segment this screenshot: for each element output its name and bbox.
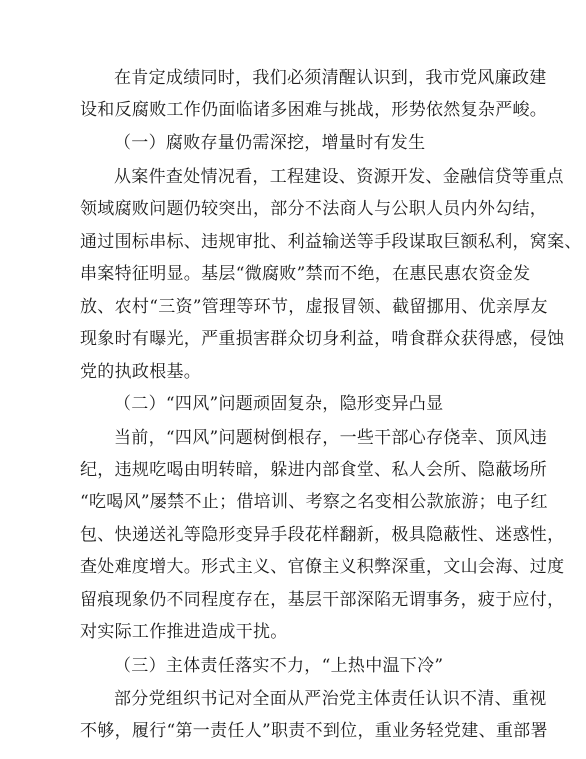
paragraph-2-line-3: 通过围标串标、违规审批、利益输送等手段谋取巨额私利，窝案、 — [80, 232, 582, 252]
paragraph-3-line-7: 对实际工作推进造成干扰。 — [80, 622, 288, 642]
paragraph-3-line-5: 查处难度增大。形式主义、官僚主义积弊深重，文山会海、过度 — [80, 557, 565, 577]
paragraph-3-line-2: 纪，违规吃喝由明转暗，躲进内部食堂、私人会所、隐蔽场所 — [80, 460, 548, 480]
paragraph-2-line-2: 领域腐败问题仍较突出，部分不法商人与公职人员内外勾结， — [80, 199, 548, 219]
paragraph-2-line-4: 串案特征明显。基层“微腐败”禁而不绝，在惠民惠农资金发 — [80, 264, 531, 284]
paragraph-2-line-1: 从案件查处情况看，工程建设、资源开发、金融信贷等重点 — [114, 167, 564, 187]
paragraph-3-line-3: “吃喝风”屡禁不止；借培训、考察之名变相公款旅游；电子红 — [80, 492, 548, 512]
section-heading-2: （二）“四风”问题顽固复杂，隐形变异凸显 — [114, 394, 444, 414]
paragraph-3-line-1: 当前，“四风”问题树倒根存，一些干部心存侥幸、顶风违 — [114, 428, 548, 448]
section-heading-3: （三）主体责任落实不力，“上热中温下冷” — [114, 656, 444, 676]
paragraph-2-line-6: 现象时有曝光，严重损害群众切身利益，啃食群众获得感，侵蚀 — [80, 329, 565, 349]
paragraph-3-line-4: 包、快递送礼等隐形变异手段花样翻新，极具隐蔽性、迷惑性， — [80, 525, 565, 545]
paragraph-2-line-5: 放、农村“三资”管理等环节，虚报冒领、截留挪用、优亲厚友 — [80, 297, 548, 317]
paragraph-1-line-1: 在肯定成绩同时，我们必须清醒认识到，我市党风廉政建 — [114, 68, 547, 88]
paragraph-4-line-2: 不够，履行“第一责任人”职责不到位，重业务轻党建、重部署 — [80, 721, 548, 741]
paragraph-4-line-1: 部分党组织书记对全面从严治党主体责任认识不清、重视 — [114, 689, 547, 709]
paragraph-1-line-2: 设和反腐败工作仍面临诸多困难与挑战，形势依然复杂严峻。 — [80, 100, 548, 120]
paragraph-2-line-7: 党的执政根基。 — [80, 362, 202, 382]
paragraph-3-line-6: 留痕现象仍不同程度存在，基层干部深陷无谓事务，疲于应付， — [80, 590, 565, 610]
section-heading-1: （一）腐败存量仍需深挖，增量时有发生 — [114, 133, 426, 153]
